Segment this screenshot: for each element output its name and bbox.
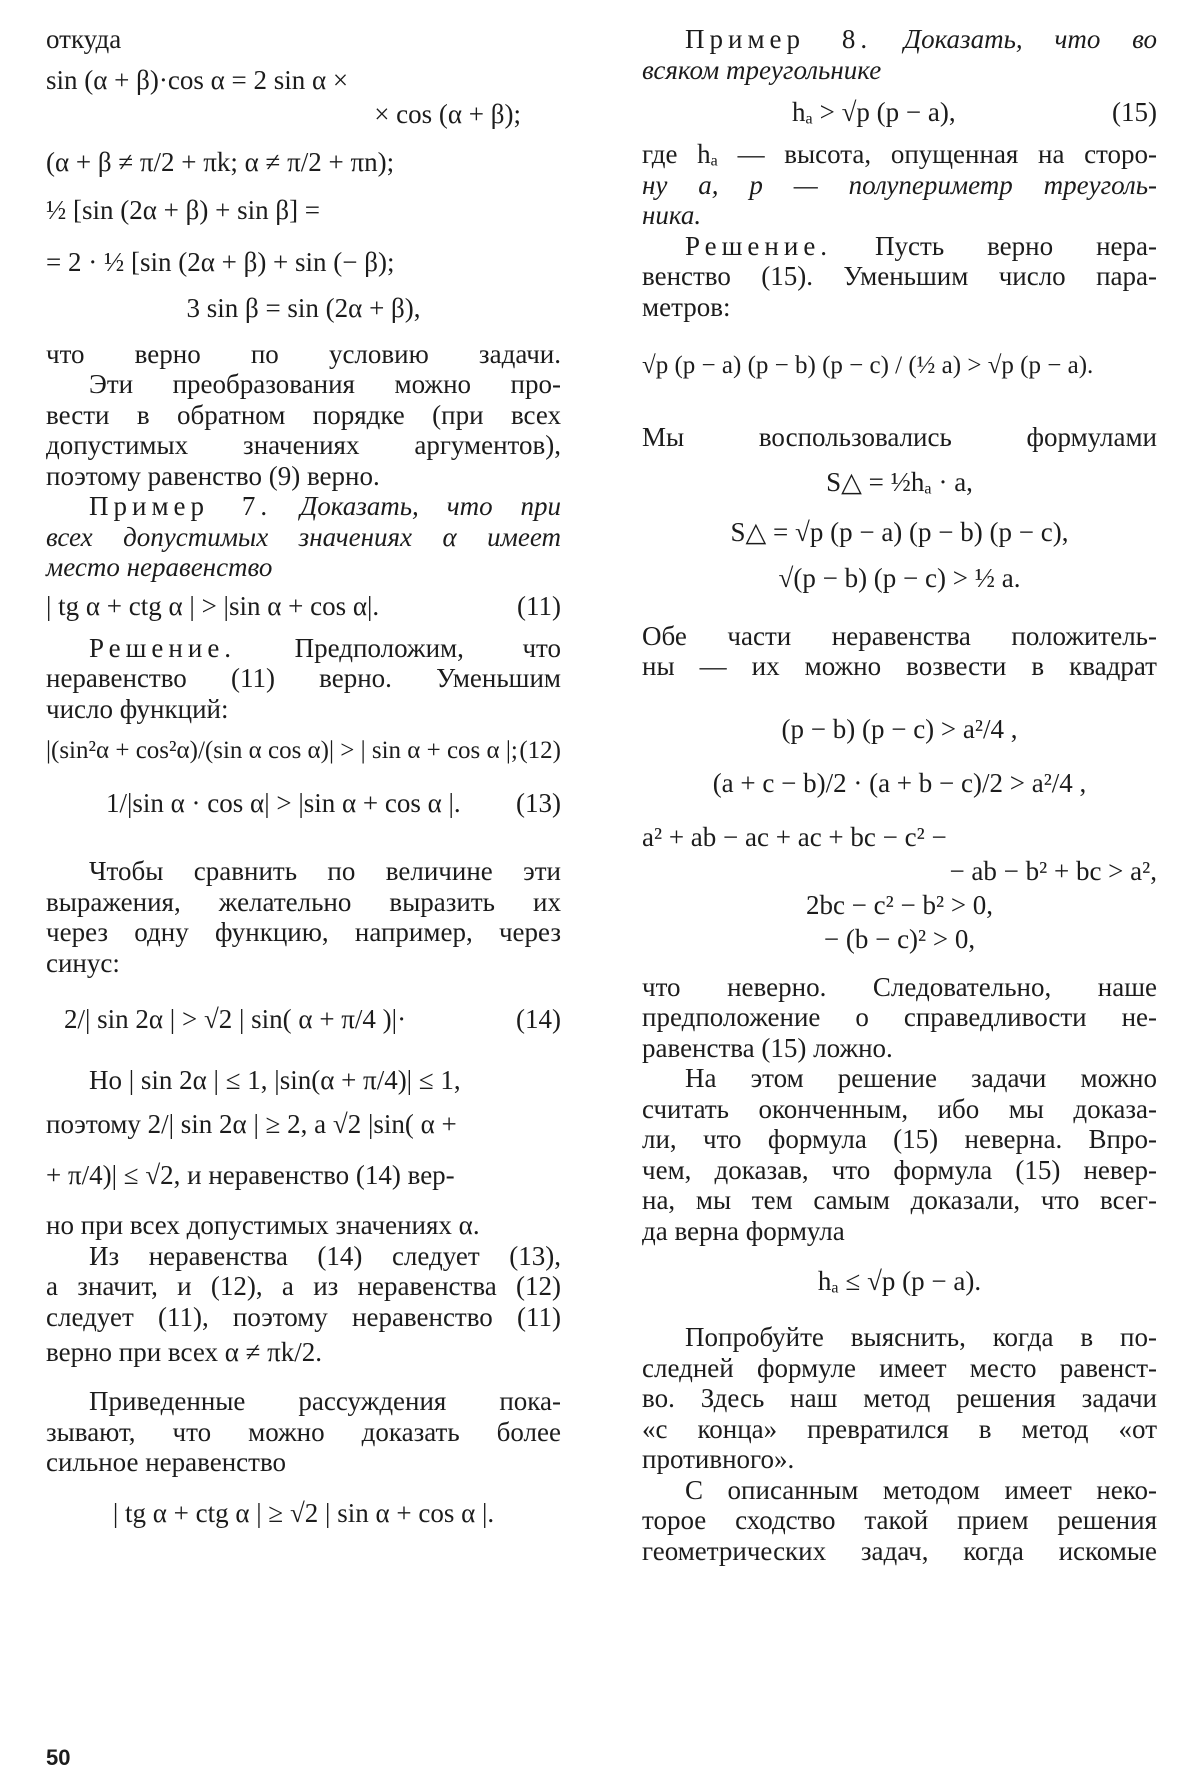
paragraph-line: на, мы тем самым доказали, что всег- xyxy=(642,1185,1157,1215)
paragraph-line: противного». xyxy=(642,1444,795,1474)
left-column xyxy=(46,24,561,1530)
paragraph-line: зывают, что можно доказать более xyxy=(46,1416,561,1447)
paragraph-line: торое сходство такой прием решения xyxy=(642,1505,1157,1535)
example-label: Пример 8. xyxy=(685,24,873,54)
paragraph-line: «с конца» превратился в метод «от xyxy=(642,1413,1157,1444)
formula-line: √p (p − a) (p − b) (p − c) / (½ a) > √p (p − a). xyxy=(642,352,1094,379)
formula-line: S△ = √p (p − a) (p − b) (p − c), xyxy=(730,516,1069,547)
paragraph-line: где hₐ — высота, опущенная на сторо- xyxy=(642,139,1157,169)
paragraph-line: поэтому равенство (9) верно. xyxy=(46,460,380,491)
formula: hₐ > √p (p − a), xyxy=(792,97,956,127)
formula: 1/|sin α · cos α| > |sin α + cos α |. xyxy=(106,788,461,818)
paragraph-line: Эти преобразования можно про- xyxy=(89,369,561,399)
paragraph-line: Попробуйте выяснить, когда в по- xyxy=(685,1322,1157,1352)
equation-number: (12) xyxy=(519,737,561,764)
paragraph-line: но при всех допустимых значениях α. xyxy=(46,1210,480,1240)
formula-line xyxy=(46,1002,561,1036)
paragraph-line: Чтобы сравнить по величине эти xyxy=(89,856,561,886)
paragraph-line: равенства (15) ложно. xyxy=(642,1032,893,1063)
equation-number: (13) xyxy=(516,788,561,818)
paragraph-line: синус: xyxy=(46,947,120,978)
paragraph-line: что неверно. Следовательно, наше xyxy=(642,971,1157,1002)
right-column xyxy=(642,24,1157,1566)
paragraph-line: Но | sin 2α | ≤ 1, |sin(α + π/4)| ≤ 1, xyxy=(89,1065,461,1095)
example-text: всех допустимых значениях α имеет xyxy=(46,521,561,552)
paragraph-line: С описанным методом имеет неко- xyxy=(685,1474,1157,1505)
formula-line: hₐ ≤ √p (p − a). xyxy=(817,1266,982,1296)
formula-line xyxy=(46,589,561,623)
text-line: откуда xyxy=(46,24,122,54)
formula-line: − (b − c)² > 0, xyxy=(823,923,976,954)
example-label: Пример 7. xyxy=(89,491,273,521)
solution-text: Пусть верно нера- xyxy=(875,230,1157,261)
formula-line: (a + c − b)/2 · (a + b − c)/2 > a²/4 , xyxy=(712,767,1087,798)
paragraph-line: верно при всех α ≠ πk/2. xyxy=(46,1337,323,1367)
example-text: Доказать, что во xyxy=(903,24,1158,54)
formula-line: (p − b) (p − c) > a²/4 , xyxy=(781,713,1018,744)
solution-label: Решение. xyxy=(685,230,833,261)
example-heading xyxy=(46,491,561,522)
formula-line: a² + ab − ac + ac + bc − c² − xyxy=(642,821,947,852)
paragraph-line: вести в обратном порядке (при всех xyxy=(46,399,561,430)
formula: 2/| sin 2α | > √2 | sin( α + π/4 )|· xyxy=(64,1004,407,1034)
paragraph-line: предположение о справедливости не- xyxy=(642,1002,1157,1032)
solution-heading xyxy=(642,231,1157,262)
paragraph-line: ны — их можно возвести в квадрат xyxy=(642,651,1157,681)
paragraph-line: число функций: xyxy=(46,693,229,724)
formula-line: ½ [sin (2α + β) + sin β] = xyxy=(46,194,321,225)
paragraph-line: следует (11), поэтому неравенство (11) xyxy=(46,1301,561,1332)
formula-line: | tg α + ctg α | ≥ √2 | sin α + cos α |. xyxy=(112,1497,495,1528)
formula-line: × cos (α + β); xyxy=(374,98,521,129)
formula: |(sin²α + cos²α)/(sin α cos α)| > | sin α + cos α |; xyxy=(46,737,518,764)
paragraph-line: метров: xyxy=(642,291,731,322)
paragraph-line: считать оконченным, ибо мы доказа- xyxy=(642,1093,1157,1124)
formula-line: = 2 · ½ [sin (2α + β) + sin (− β); xyxy=(46,246,395,277)
solution-text: Предположим, что xyxy=(294,632,561,663)
paragraph-line: выражения, желательно выразить их xyxy=(46,886,561,917)
paragraph-line: Мы воспользовались формулами xyxy=(642,422,1157,452)
paragraph-line: геометрических задач, когда искомые xyxy=(642,1535,1157,1566)
example-text: Доказать, что при xyxy=(300,491,561,521)
formula-line xyxy=(46,786,561,820)
paragraph-line: да верна формула xyxy=(642,1215,845,1246)
paragraph-line: следней формуле имеет место равенст- xyxy=(642,1352,1157,1383)
paragraph-line: неравенство (11) верно. Уменьшим xyxy=(46,663,561,693)
formula-line: 2bc − c² − b² > 0, xyxy=(805,889,994,920)
example-text: место неравенство xyxy=(46,552,273,582)
paragraph-line: венство (15). Уменьшим число пара- xyxy=(642,261,1157,291)
formula-line: 3 sin β = sin (2α + β), xyxy=(186,292,421,323)
formula-line: √(p − b) (p − c) > ½ a. xyxy=(778,562,1021,593)
formula-line: − ab − b² + bc > a², xyxy=(949,855,1157,886)
paragraph-line: ли, что формула (15) неверна. Впро- xyxy=(642,1124,1157,1154)
paragraph-line: ну a, p — полупериметр треуголь- xyxy=(642,169,1157,200)
paragraph-line: через одну функцию, например, через xyxy=(46,917,561,947)
equation-number: (15) xyxy=(1112,97,1157,127)
formula-line: S△ = ½hₐ · a, xyxy=(826,466,973,497)
paragraph-line: ника. xyxy=(642,200,702,230)
formula: | tg α + ctg α | > |sin α + cos α|. xyxy=(46,590,380,621)
equation-number: (11) xyxy=(517,590,561,621)
paragraph-line: Из неравенства (14) следует (13), xyxy=(89,1240,561,1271)
paragraph-line: На этом решение задачи можно xyxy=(685,1063,1157,1093)
solution-heading xyxy=(46,633,561,664)
example-heading xyxy=(642,24,1157,55)
paragraph-line: поэтому 2/| sin 2α | ≥ 2, а √2 |sin( α + xyxy=(46,1109,457,1139)
example-text: всяком треугольнике xyxy=(642,54,882,85)
paragraph-line: что верно по условию задачи. xyxy=(46,338,561,369)
paragraph-line: сильное неравенство xyxy=(46,1447,287,1477)
paragraph-line: во. Здесь наш метод решения задачи xyxy=(642,1383,1157,1413)
formula-line: (α + β ≠ π/2 + πk; α ≠ π/2 + πn); xyxy=(46,146,395,177)
paragraph-line: Обе части неравенства положитель- xyxy=(642,620,1157,651)
paragraph-line: допустимых значениях аргументов), xyxy=(46,430,561,460)
paragraph-line: чем, доказав, что формула (15) невер- xyxy=(642,1154,1157,1185)
paragraph-line: + π/4)| ≤ √2, и неравенство (14) вер- xyxy=(46,1160,455,1190)
formula-line xyxy=(642,95,1157,129)
page-number: 50 xyxy=(46,1745,71,1770)
formula-line xyxy=(46,734,561,768)
solution-label: Решение. xyxy=(89,632,237,663)
paragraph-line: Приведенные рассуждения пока- xyxy=(89,1386,561,1416)
formula-line: sin (α + β)·cos α = 2 sin α × xyxy=(46,64,349,95)
paragraph-line: а значит, и (12), а из неравенства (12) xyxy=(46,1271,561,1301)
equation-number: (14) xyxy=(516,1004,561,1034)
